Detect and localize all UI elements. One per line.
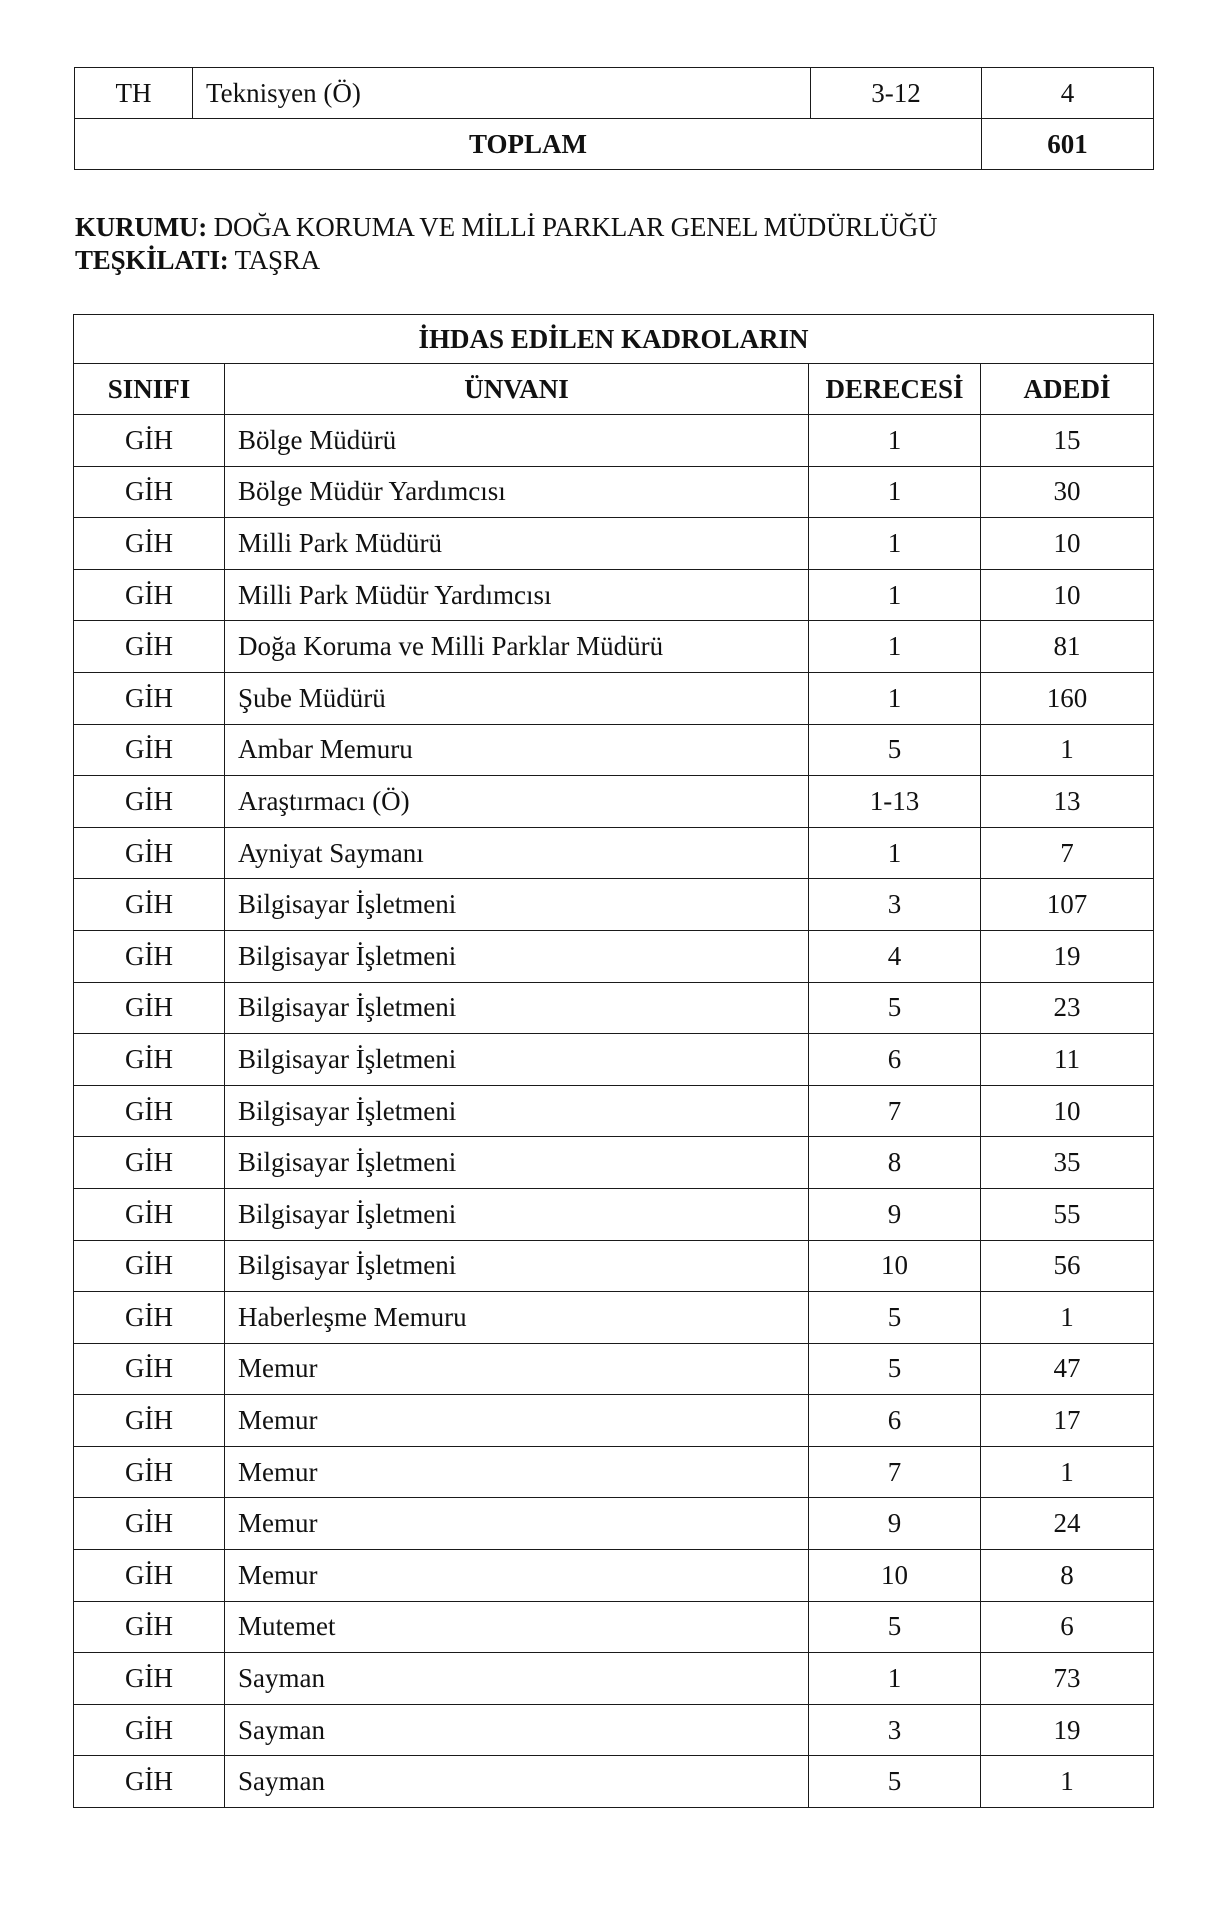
table-row	[74, 1292, 1154, 1344]
table-row	[74, 466, 1154, 518]
table-row	[74, 1343, 1154, 1395]
table-row	[74, 1756, 1154, 1808]
unvani-cell: Bilgisayar İşletmeni	[225, 1034, 809, 1086]
sinifi-cell: GİH	[74, 930, 225, 982]
adedi-cell: 73	[981, 1653, 1154, 1705]
derecesi-cell: 7	[809, 1085, 981, 1137]
derecesi-cell: 4	[809, 930, 981, 982]
adedi-cell: 107	[981, 879, 1154, 931]
unvani-cell: Memur	[225, 1498, 809, 1550]
unvani-cell: Bilgisayar İşletmeni	[225, 1240, 809, 1292]
table-row	[74, 776, 1154, 828]
table-header-row	[74, 364, 1154, 415]
adedi-cell: 1	[981, 1292, 1154, 1344]
adedi-cell: 1	[981, 1446, 1154, 1498]
sinifi-cell: TH	[75, 68, 193, 119]
unvani-cell: Memur	[225, 1343, 809, 1395]
sinifi-cell: GİH	[74, 1498, 225, 1550]
table-row	[74, 1498, 1154, 1550]
table-row	[74, 1085, 1154, 1137]
adedi-cell: 17	[981, 1395, 1154, 1447]
table-row	[74, 1137, 1154, 1189]
kurum-heading	[75, 212, 937, 243]
unvani-cell: Doğa Koruma ve Milli Parklar Müdürü	[225, 621, 809, 673]
derecesi-cell: 10	[809, 1550, 981, 1602]
kadro-table	[73, 314, 1154, 1808]
unvani-cell: Mutemet	[225, 1601, 809, 1653]
table-title: İHDAS EDİLEN KADROLARIN	[74, 315, 1154, 364]
derecesi-cell: 10	[809, 1240, 981, 1292]
adedi-cell: 4	[982, 68, 1154, 119]
teskilat-heading	[75, 245, 320, 276]
unvani-cell: Memur	[225, 1395, 809, 1447]
derecesi-cell: 1	[809, 569, 981, 621]
unvani-cell: Bilgisayar İşletmeni	[225, 1137, 809, 1189]
adedi-cell: 10	[981, 569, 1154, 621]
table-row	[74, 879, 1154, 931]
sinifi-cell: GİH	[74, 879, 225, 931]
sinifi-cell: GİH	[74, 982, 225, 1034]
sinifi-cell: GİH	[74, 1343, 225, 1395]
sinifi-cell: GİH	[74, 1653, 225, 1705]
table-row	[74, 415, 1154, 467]
adedi-cell: 1	[981, 724, 1154, 776]
adedi-cell: 11	[981, 1034, 1154, 1086]
derecesi-cell: 3-12	[811, 68, 982, 119]
table-row	[74, 930, 1154, 982]
table-row	[74, 1601, 1154, 1653]
derecesi-cell: 3	[809, 1704, 981, 1756]
teskilat-value: TAŞRA	[234, 245, 320, 275]
top-table	[74, 67, 1154, 170]
sinifi-cell: GİH	[74, 672, 225, 724]
adedi-cell: 8	[981, 1550, 1154, 1602]
adedi-cell: 15	[981, 415, 1154, 467]
unvani-cell: Memur	[225, 1550, 809, 1602]
table-row	[74, 569, 1154, 621]
adedi-cell: 160	[981, 672, 1154, 724]
unvani-cell: Bölge Müdürü	[225, 415, 809, 467]
table-row	[74, 724, 1154, 776]
table-row	[74, 982, 1154, 1034]
table-row	[74, 1550, 1154, 1602]
table-row	[74, 1188, 1154, 1240]
adedi-cell: 10	[981, 1085, 1154, 1137]
unvani-cell: Haberleşme Memuru	[225, 1292, 809, 1344]
sinifi-cell: GİH	[74, 1188, 225, 1240]
derecesi-cell: 5	[809, 1343, 981, 1395]
table-row	[74, 518, 1154, 570]
sinifi-cell: GİH	[74, 1704, 225, 1756]
unvani-cell: Bilgisayar İşletmeni	[225, 879, 809, 931]
sinifi-cell: GİH	[74, 1756, 225, 1808]
unvani-cell: Memur	[225, 1446, 809, 1498]
derecesi-cell: 6	[809, 1034, 981, 1086]
sinifi-cell: GİH	[74, 1550, 225, 1602]
sinifi-cell: GİH	[74, 621, 225, 673]
total-label: TOPLAM	[75, 119, 982, 170]
adedi-cell: 13	[981, 776, 1154, 828]
adedi-cell: 10	[981, 518, 1154, 570]
table-row	[74, 1395, 1154, 1447]
derecesi-cell: 9	[809, 1498, 981, 1550]
sinifi-cell: GİH	[74, 466, 225, 518]
derecesi-cell: 7	[809, 1446, 981, 1498]
header-adedi: ADEDİ	[981, 364, 1154, 415]
adedi-cell: 7	[981, 827, 1154, 879]
teskilat-label: TEŞKİLATI:	[75, 245, 229, 275]
table-row	[74, 672, 1154, 724]
sinifi-cell: GİH	[74, 827, 225, 879]
sinifi-cell: GİH	[74, 724, 225, 776]
derecesi-cell: 1-13	[809, 776, 981, 828]
adedi-cell: 6	[981, 1601, 1154, 1653]
sinifi-cell: GİH	[74, 1034, 225, 1086]
sinifi-cell: GİH	[74, 776, 225, 828]
table-row	[74, 1704, 1154, 1756]
adedi-cell: 19	[981, 930, 1154, 982]
table-row	[74, 1446, 1154, 1498]
table-row	[74, 827, 1154, 879]
derecesi-cell: 1	[809, 518, 981, 570]
table-body	[74, 415, 1154, 1808]
derecesi-cell: 1	[809, 466, 981, 518]
table-title-row	[74, 315, 1154, 364]
derecesi-cell: 1	[809, 672, 981, 724]
header-unvani: ÜNVANI	[225, 364, 809, 415]
header-derecesi: DERECESİ	[809, 364, 981, 415]
derecesi-cell: 1	[809, 1653, 981, 1705]
derecesi-cell: 8	[809, 1137, 981, 1189]
table-row	[74, 1034, 1154, 1086]
derecesi-cell: 5	[809, 982, 981, 1034]
adedi-cell: 23	[981, 982, 1154, 1034]
adedi-cell: 1	[981, 1756, 1154, 1808]
adedi-cell: 30	[981, 466, 1154, 518]
derecesi-cell: 3	[809, 879, 981, 931]
kurum-label: KURUMU:	[75, 212, 208, 242]
unvani-cell: Bilgisayar İşletmeni	[225, 930, 809, 982]
sinifi-cell: GİH	[74, 569, 225, 621]
derecesi-cell: 9	[809, 1188, 981, 1240]
unvani-cell: Bilgisayar İşletmeni	[225, 1188, 809, 1240]
sinifi-cell: GİH	[74, 415, 225, 467]
adedi-cell: 55	[981, 1188, 1154, 1240]
sinifi-cell: GİH	[74, 1085, 225, 1137]
adedi-cell: 24	[981, 1498, 1154, 1550]
kurum-value: DOĞA KORUMA VE MİLLİ PARKLAR GENEL MÜDÜRLÜĞÜ	[213, 212, 938, 242]
sinifi-cell: GİH	[74, 1292, 225, 1344]
adedi-cell: 81	[981, 621, 1154, 673]
unvani-cell: Bölge Müdür Yardımcısı	[225, 466, 809, 518]
derecesi-cell: 1	[809, 415, 981, 467]
unvani-cell: Araştırmacı (Ö)	[225, 776, 809, 828]
sinifi-cell: GİH	[74, 1395, 225, 1447]
derecesi-cell: 5	[809, 1756, 981, 1808]
table-row	[74, 1653, 1154, 1705]
derecesi-cell: 1	[809, 621, 981, 673]
unvani-cell: Milli Park Müdür Yardımcısı	[225, 569, 809, 621]
unvani-cell: Sayman	[225, 1756, 809, 1808]
table-row	[75, 68, 1154, 119]
total-row	[75, 119, 1154, 170]
unvani-cell: Milli Park Müdürü	[225, 518, 809, 570]
total-value: 601	[982, 119, 1154, 170]
table-row	[74, 621, 1154, 673]
unvani-cell: Ambar Memuru	[225, 724, 809, 776]
sinifi-cell: GİH	[74, 1240, 225, 1292]
derecesi-cell: 5	[809, 724, 981, 776]
derecesi-cell: 6	[809, 1395, 981, 1447]
derecesi-cell: 1	[809, 827, 981, 879]
unvani-cell: Ayniyat Saymanı	[225, 827, 809, 879]
sinifi-cell: GİH	[74, 1137, 225, 1189]
adedi-cell: 35	[981, 1137, 1154, 1189]
unvani-cell: Sayman	[225, 1704, 809, 1756]
unvani-cell: Bilgisayar İşletmeni	[225, 1085, 809, 1137]
unvani-cell: Sayman	[225, 1653, 809, 1705]
unvani-cell: Şube Müdürü	[225, 672, 809, 724]
sinifi-cell: GİH	[74, 1601, 225, 1653]
adedi-cell: 56	[981, 1240, 1154, 1292]
table-row	[74, 1240, 1154, 1292]
header-sinifi: SINIFI	[74, 364, 225, 415]
unvani-cell: Bilgisayar İşletmeni	[225, 982, 809, 1034]
derecesi-cell: 5	[809, 1601, 981, 1653]
derecesi-cell: 5	[809, 1292, 981, 1344]
unvani-cell: Teknisyen (Ö)	[193, 68, 811, 119]
adedi-cell: 47	[981, 1343, 1154, 1395]
sinifi-cell: GİH	[74, 518, 225, 570]
adedi-cell: 19	[981, 1704, 1154, 1756]
sinifi-cell: GİH	[74, 1446, 225, 1498]
